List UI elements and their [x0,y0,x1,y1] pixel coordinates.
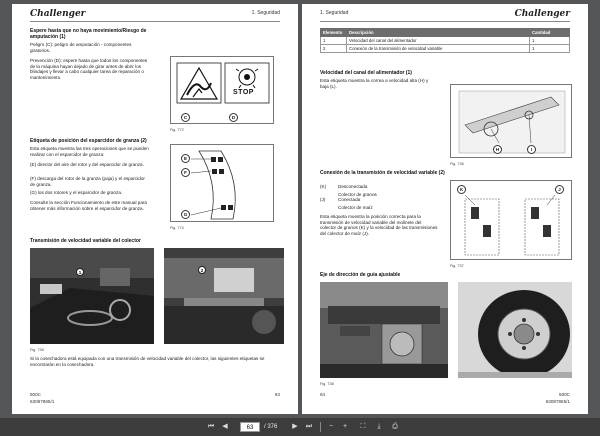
tag-2: 2 [198,266,206,274]
last-page-icon[interactable]: ⏭ [305,423,313,430]
figure-caption: Fig. 737 [450,264,464,268]
position-g-text: (G) los dos rotores y el esparcidor de granza. [30,190,123,195]
viewer-toolbar [0,418,600,436]
page-number-input[interactable]: 63 [240,422,260,432]
callout-j: J [555,185,564,194]
callout-d: D [229,113,238,122]
table-row [321,45,570,53]
table-header-row [321,29,570,37]
fit-page-icon[interactable]: ⛶ [360,423,366,430]
elements-table [320,28,570,53]
figure-caption: Fig. 736 [450,162,464,166]
download-icon[interactable]: ⤓ [377,423,381,430]
stop-label: STOP [233,89,254,96]
callout-i: I [527,145,536,154]
page-number: 64 [320,392,326,397]
section-title: 1. Seguridad [251,10,280,16]
axle-photo-graphic [320,282,448,378]
header-rule [30,21,280,22]
first-page-icon[interactable]: ⏮ [207,423,215,430]
footer-model: 500C [30,392,41,397]
page-total: / 376 [264,424,278,430]
table-cell: 1 [530,37,570,45]
table-cell: 1 [321,37,347,45]
callout-c: C [181,113,190,122]
table-cell: Velocidad del canal del alimentador [347,37,530,45]
callout-e: E [181,154,190,163]
print-icon[interactable]: ⎙ [392,423,398,430]
transmission-text: Si la cosechadora está equipada con una transmisión de velocidad variable del colector, las siguientes etiquetas se encontrarán en la cosechadora. [30,356,265,367]
figure-caption: Fig. 735 [30,348,44,352]
transmission-decal-graphic [451,181,573,261]
warning-heading: Espere hasta que no haya movimiento/Riesgo de amputación (1) [30,28,147,40]
axle-photo-2 [458,282,572,378]
footer-code: 63087865/1 [30,399,55,404]
connection-k-text: Desconectada [338,184,368,189]
speed-text: Esta etiqueta muestra la correa a velocidad alta (H) y baja (L). [320,78,429,89]
machine-photo-graphic [164,248,284,344]
previous-page-icon[interactable]: ◀ [222,423,228,430]
warning-hazard-text: Peligro (C): peligro de amputación - componentes giratorios. [30,42,132,53]
connection-text: Esta etiqueta muestra la posición correcta para la transmisión de velocidad variable del molinete del colector de granos (K) y la velocidad de las transmisiones del colector de maíz (J). [320,214,438,236]
collector-photo-1 [30,248,154,344]
figure-caption: Fig. 774 [170,226,184,230]
position-heading: Etiqueta de posición del esparcidor de granza (2) [30,138,147,144]
connection-j1-text: Colector de granos [338,192,377,197]
transmission-decal [450,180,572,260]
axle-heading: Eje de dirección de guía ajustable [320,272,401,278]
tag-1: 1 [76,268,84,276]
figure-caption: Fig. 772 [170,128,184,132]
connection-j2-text: Conectada [338,197,361,202]
position-intro: Esta etiqueta muestra las tres operaciones que se pueden realizar con el esparcidor de granza: [30,146,149,157]
callout-h: H [493,145,502,154]
callout-g: G [181,210,190,219]
wheel-photo-graphic [458,282,572,378]
spreader-decal [170,144,274,222]
section-title: 1. Seguridad [320,10,349,16]
connection-j3-text: Colector de maíz [338,205,373,210]
brand-logo: Challenger [514,9,570,19]
machine-photo-graphic [30,248,154,344]
table-cell: 2 [321,45,347,53]
feeder-speed-decal [450,84,572,158]
column-header: Cantidad [530,29,570,37]
connection-j-code: (J) [320,197,326,202]
warning-prevention-text: Prevención (D): espere hasta que todos los componentes de la máquina hayan dejado de girar antes de abrir los blindajes y llevar a cabo cualquier tarea de reparación o mantenimiento. [30,58,148,80]
brand-logo: Challenger [30,9,86,19]
position-note: Consulte la sección Funcionamiento de este manual para obtener más información sobre el esparcidor de granza. [30,200,147,211]
page-number: 63 [274,392,280,397]
table-row [321,37,570,45]
footer-code: 63087865/1 [545,399,570,404]
column-header: Elemento [321,29,347,37]
callout-k: K [457,185,466,194]
connection-k-code: (K) [320,184,327,189]
axle-photo-1 [320,282,448,378]
position-f-text: (F) descarga del rotor de la granza (paja) y el esparcidor de granza. [30,176,145,187]
position-e-text: (E) director del aire del rotor y del esparcidor de granza. [30,162,144,167]
table-cell: 1 [530,45,570,53]
footer-model: 500C [559,392,570,397]
speed-heading: Velocidad del canal del alimentador (1) [320,70,412,76]
toolbar-divider [320,422,321,432]
left-page [12,4,298,414]
table-cell: Conexión de la transmisión de velocidad variable [347,45,530,53]
collector-photo-2 [164,248,284,344]
connection-heading: Conexión de la transmisión de velocidad variable (2) [320,170,445,176]
column-header: Descripción [347,29,530,37]
right-page [302,4,588,414]
zoom-in-icon[interactable]: + [342,423,348,430]
figure-caption: Fig. 738 [320,382,334,386]
zoom-out-icon[interactable]: − [328,423,334,430]
header-rule [320,21,570,22]
transmission-heading: Transmisión de velocidad variable del colector [30,238,141,244]
next-page-icon[interactable]: ▶ [292,423,298,430]
feeder-speed-graphic [451,85,573,159]
safety-decal [170,56,274,124]
callout-f: F [181,168,190,177]
